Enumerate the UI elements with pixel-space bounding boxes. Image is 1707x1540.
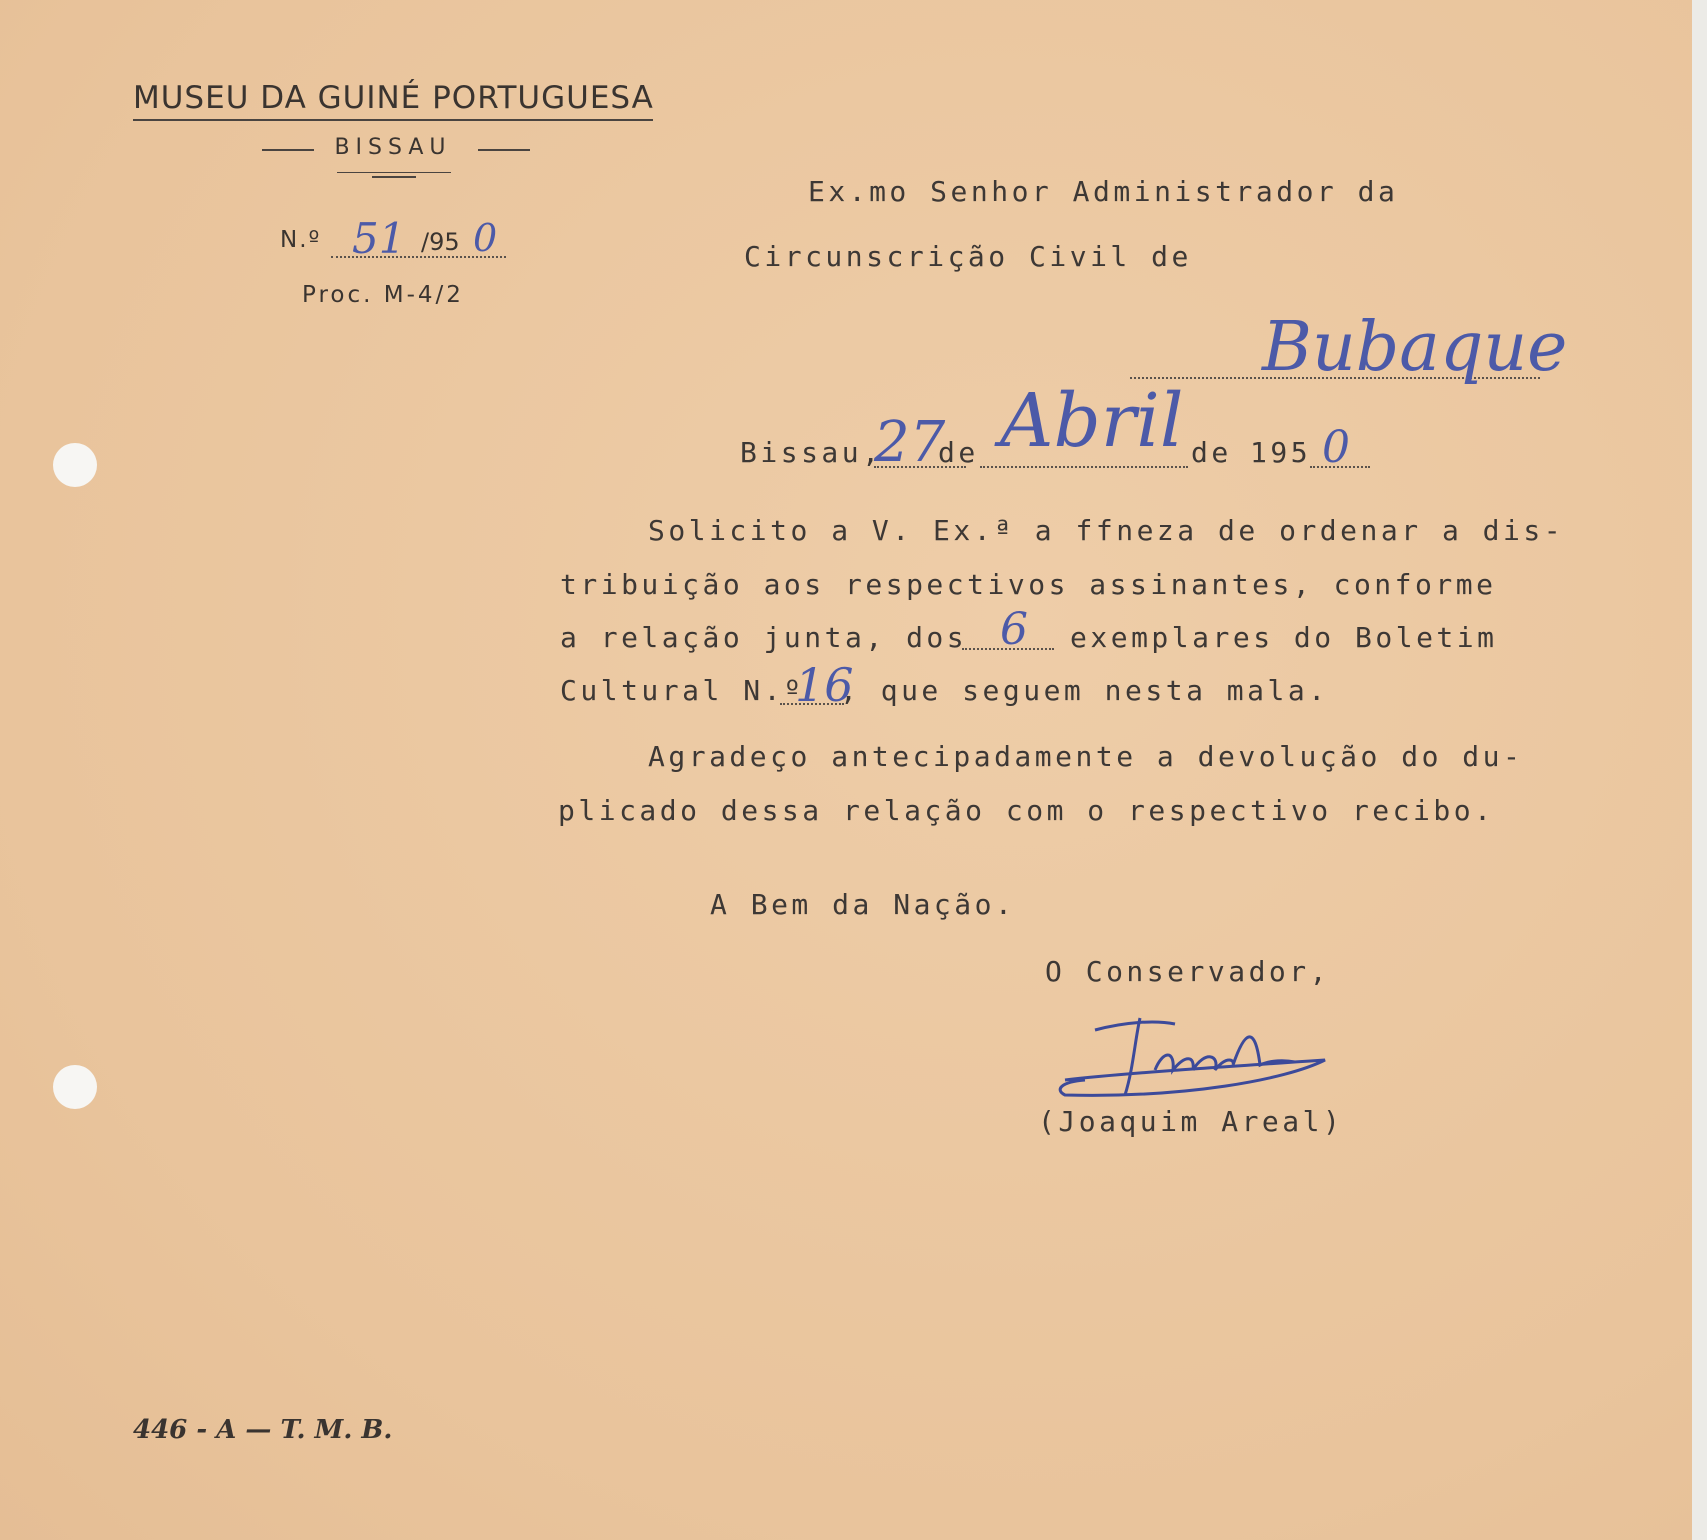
print-code: 446 - A — T. M. B. <box>133 1415 393 1445</box>
dateline-year-hand: 0 <box>1322 422 1350 473</box>
city-dash-right <box>478 149 530 151</box>
addressee-line-2: Circunscrição Civil de <box>744 240 1192 273</box>
process-reference: Proc. M-4/2 <box>302 282 464 308</box>
letterhead-city: BISSAU <box>334 135 452 160</box>
day-dotted-line <box>874 466 966 468</box>
number-year-hand: 0 <box>473 216 498 260</box>
addressee-line-1: Ex.mo Senhor Administrador da <box>808 175 1399 208</box>
city-underline-short <box>372 176 416 178</box>
body-paragraph-2-line-2: plicado dessa relação com o respectivo recibo. <box>558 794 1495 827</box>
closing-salutation: A Bem da Nação. <box>710 888 1016 921</box>
scan-edge <box>1692 0 1707 1540</box>
issue-number-handwritten: 16 <box>795 658 854 712</box>
dateline-de-2: de <box>1191 436 1232 469</box>
institution-name: MUSEU DA GUINÉ PORTUGUESA <box>133 80 654 116</box>
city-underline <box>337 172 451 173</box>
reference-dotted-line <box>331 256 506 258</box>
month-dotted-line <box>980 466 1188 468</box>
signatory-name: (Joaquim Areal) <box>1038 1105 1344 1138</box>
body-paragraph-1-line-1: Solicito a V. Ex.ª a ffneza de ordenar a dis- <box>648 514 1565 547</box>
body-paragraph-1-line-4a: Cultural N.º <box>560 674 805 707</box>
body-paragraph-1-line-2: tribuição aos respectivos assinantes, conforme <box>560 568 1497 601</box>
body-paragraph-1-line-3b: exemplares do Boletim <box>1070 621 1498 654</box>
punch-hole-top <box>53 443 97 487</box>
dateline-place: Bissau, <box>740 436 883 469</box>
dateline-de-1: de <box>938 436 979 469</box>
punch-hole-bottom <box>53 1065 97 1109</box>
number-label: N.º <box>280 227 322 253</box>
copies-handwritten: 6 <box>1000 604 1028 655</box>
signatory-title: O Conservador, <box>1045 955 1331 988</box>
date-month-handwritten: Abril <box>1000 378 1184 464</box>
number-year-prefix: /95 <box>421 228 460 256</box>
body-paragraph-1-line-4b: , que seguem nesta mala. <box>840 674 1329 707</box>
date-day-handwritten: 27 <box>874 410 946 475</box>
body-paragraph-2-line-1: Agradeço antecipadamente a devolução do du- <box>648 740 1524 773</box>
letterhead-rule <box>133 119 653 121</box>
dateline-year-prefix: 195 <box>1250 436 1312 469</box>
year-dotted-line <box>1310 466 1370 468</box>
body-paragraph-1-line-3a: a relação junta, dos <box>560 621 968 654</box>
reference-number <box>280 227 321 253</box>
number-handwritten: 51 <box>352 214 406 263</box>
location-handwritten: Bubaque <box>1262 308 1568 387</box>
